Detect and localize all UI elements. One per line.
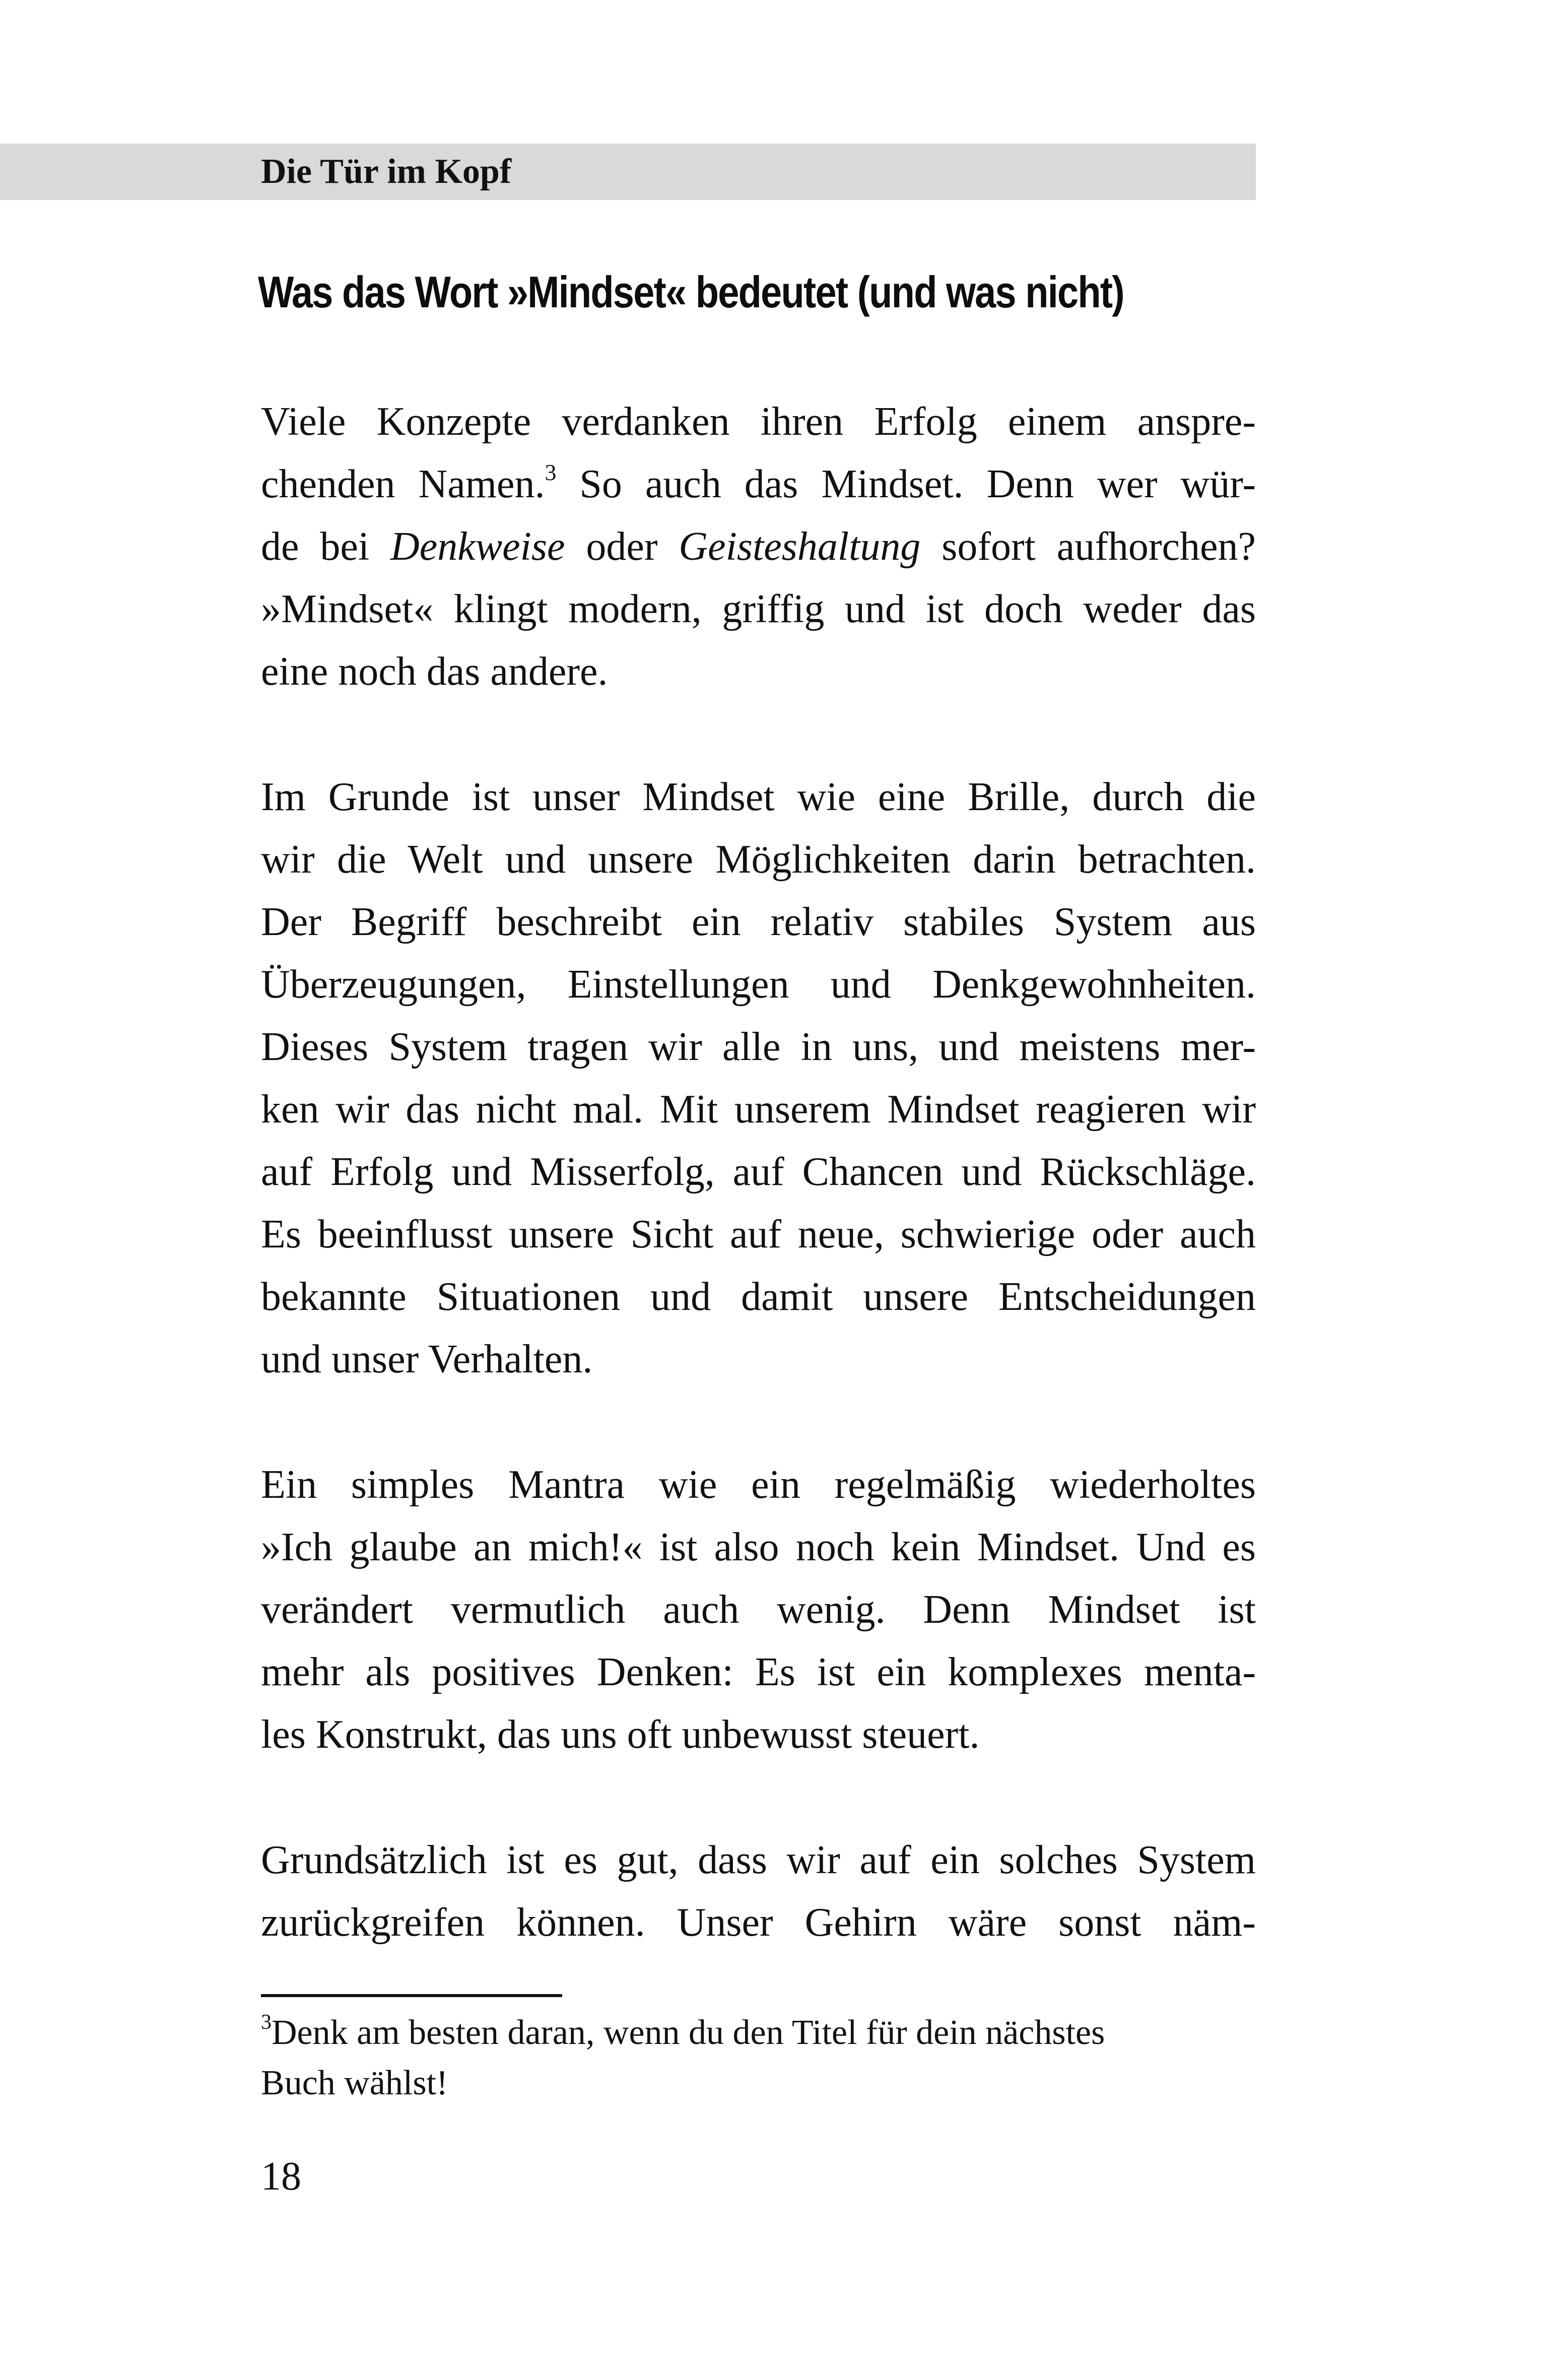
text-line: verändert vermutlich auch wenig. Denn Mindset ist — [261, 1588, 1256, 1632]
text-line: Der Begriff beschreibt ein relativ stabiles System aus — [261, 900, 1256, 944]
text-line: auf Erfolg und Misserfolg, auf Chancen und Rückschläge. — [261, 1150, 1256, 1194]
text-line — [261, 453, 1256, 515]
text-line: Dieses System tragen wir alle in uns, und meistens mer- — [261, 1025, 1256, 1069]
text-line: Überzeugungen, Einstellungen und Denkgewohnheiten. — [261, 962, 1256, 1007]
running-header-title: Die Tür im Kopf — [261, 152, 512, 191]
text-line: Grundsätzlich ist es gut, dass wir auf ein solches System — [261, 1838, 1256, 1882]
text-line: »Ich glaube an mich!« ist also noch kein Mindset. Und es — [261, 1525, 1256, 1569]
footnote-line: Buch wählst! — [261, 2064, 448, 2102]
text-line: eine noch das andere. — [261, 649, 608, 694]
text-line: wir die Welt und unsere Möglichkeiten darin betrachten. — [261, 837, 1256, 882]
text-fragment: de bei — [261, 524, 390, 569]
text-fragment: So auch das Mindset. Denn wer wür- — [556, 462, 1256, 506]
section-title: Was das Wort »Mindset« bedeutet (und was nicht) — [258, 267, 1124, 317]
text-line: les Konstrukt, das uns oft unbewusst steuert. — [261, 1712, 980, 1757]
footnote-reference: 3 — [545, 459, 557, 485]
footnote — [261, 2008, 1256, 2108]
text-line — [261, 515, 1256, 578]
emphasis-term: Denkweise — [390, 524, 565, 569]
paragraph-4 — [261, 1829, 1256, 1954]
text-line: ken wir das nicht mal. Mit unserem Mindset reagieren wir — [261, 1087, 1256, 1132]
footnote-marker: 3 — [261, 2011, 272, 2034]
footnote-line — [261, 2008, 1256, 2058]
text-fragment: chenden Namen. — [261, 462, 545, 506]
text-line: mehr als positives Denken: Es ist ein komplexes menta- — [261, 1650, 1256, 1694]
paragraph-3 — [261, 1453, 1256, 1766]
body-text — [261, 390, 1256, 2017]
text-line: Im Grunde ist unser Mindset wie eine Brille, durch die — [261, 775, 1256, 819]
footnote-text: Denk am besten daran, wenn du den Titel für dein nächstes — [272, 2013, 1105, 2052]
emphasis-term: Geisteshaltung — [679, 524, 921, 569]
footnote-divider — [261, 1994, 562, 1997]
text-fragment: sofort aufhorchen? — [920, 524, 1256, 569]
text-line: Es beeinflusst unsere Sicht auf neue, schwierige oder auch — [261, 1212, 1256, 1257]
text-line: zurückgreifen können. Unser Gehirn wäre sonst näm- — [261, 1900, 1256, 1945]
running-header-bar — [0, 144, 1256, 200]
text-fragment: oder — [565, 524, 679, 569]
text-line: Viele Konzepte verdanken ihren Erfolg einem anspre- — [261, 400, 1256, 444]
text-line: Ein simples Mantra wie ein regelmäßig wiederholtes — [261, 1463, 1256, 1507]
text-line: »Mindset« klingt modern, griffig und ist doch weder das — [261, 587, 1256, 631]
paragraph-1 — [261, 390, 1256, 703]
paragraph-2 — [261, 766, 1256, 1391]
text-line: bekannte Situationen und damit unsere Entscheidungen — [261, 1275, 1256, 1319]
text-line: und unser Verhalten. — [261, 1337, 593, 1381]
page-number: 18 — [261, 2154, 301, 2199]
